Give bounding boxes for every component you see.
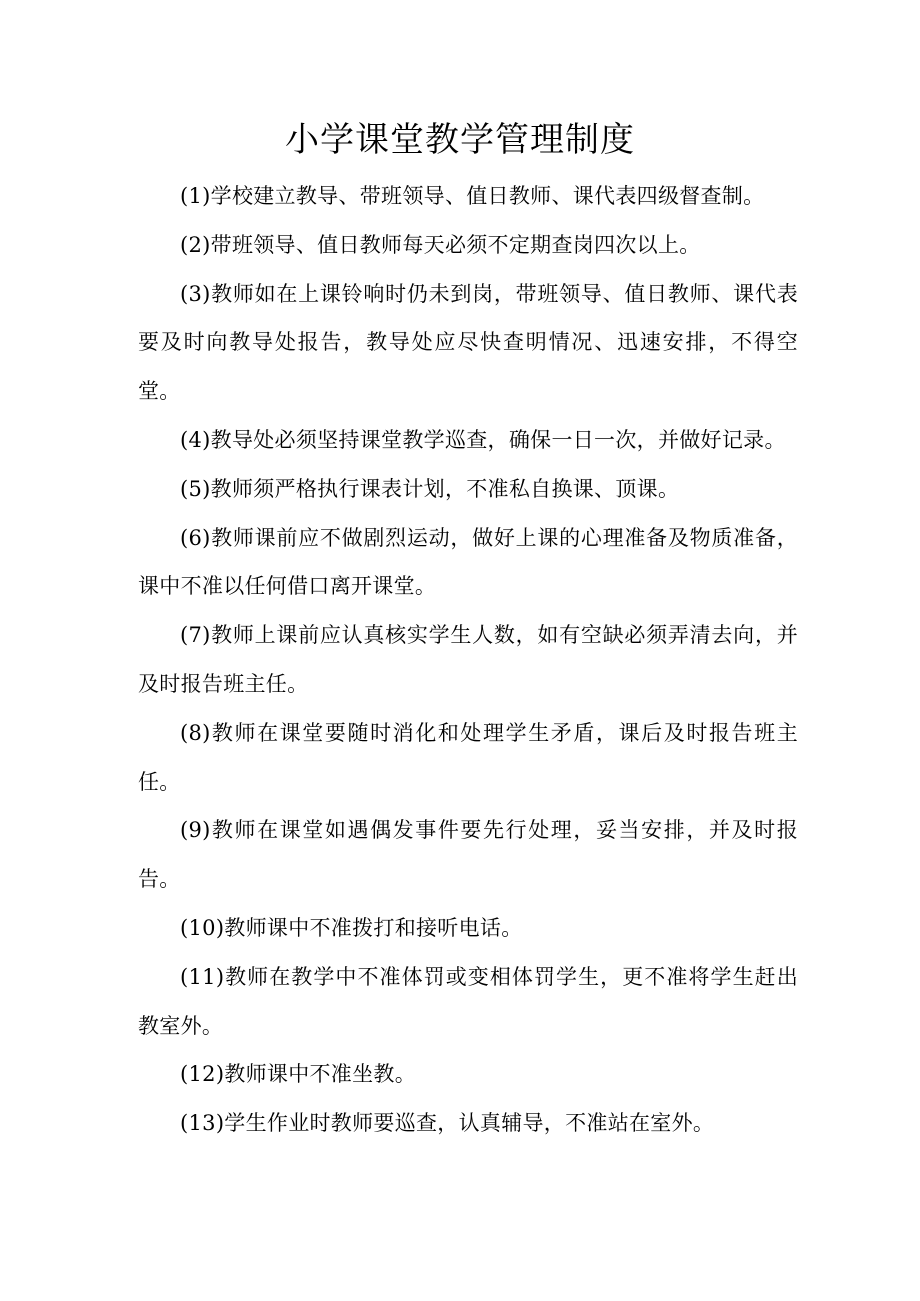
- rule-paragraph-2: (2)带班领导、值日教师每天必须不定期查岗四次以上。: [180, 232, 701, 257]
- rule-paragraph-9: (9)教师在课堂如遇偶发事件要先行处理，妥当安排，并及时报告。: [138, 818, 798, 892]
- document-title: 小学课堂教学管理制度: [285, 120, 635, 160]
- rule-paragraph-1: (1)学校建立教导、带班领导、值日教师、课代表四级督查制。: [180, 184, 765, 208]
- rule-paragraph-3: (3)教师如在上课铃响时仍未到岗，带班领导、值日教师、课代表要及时向教导处报告，教导处应尽快查明情况、迅速安排，不得空堂。: [138, 281, 798, 404]
- document-body: [138, 172, 798, 1148]
- rule-paragraph-6: (6)教师课前应不做剧烈运动，做好上课的心理准备及物质准备，课中不准以任何借口离开课堂。: [138, 525, 798, 599]
- rule-paragraph-11: (11)教师在教学中不准体罚或变相体罚学生，更不准将学生赶出教室外。: [138, 964, 798, 1038]
- rule-paragraph-7: (7)教师上课前应认真核实学生人数，如有空缺必须弄清去向，并及时报告班主任。: [138, 623, 798, 696]
- rule-paragraph-5: (5)教师须严格执行课表计划，不准私自换课、顶课。: [180, 476, 680, 501]
- rule-paragraph-8: (8)教师在课堂要随时消化和处理学生矛盾，课后及时报告班主任。: [138, 720, 798, 794]
- rule-paragraph-13: (13)学生作业时教师要巡查，认真辅导，不准站在室外。: [180, 1111, 715, 1136]
- rule-paragraph-12: (12)教师课中不准坐教。: [180, 1062, 417, 1087]
- rule-paragraph-4: (4)教导处必须坚持课堂教学巡查，确保一日一次，并做好记录。: [180, 427, 786, 452]
- rule-paragraph-10: (10)教师课中不准拨打和接听电话。: [180, 915, 523, 940]
